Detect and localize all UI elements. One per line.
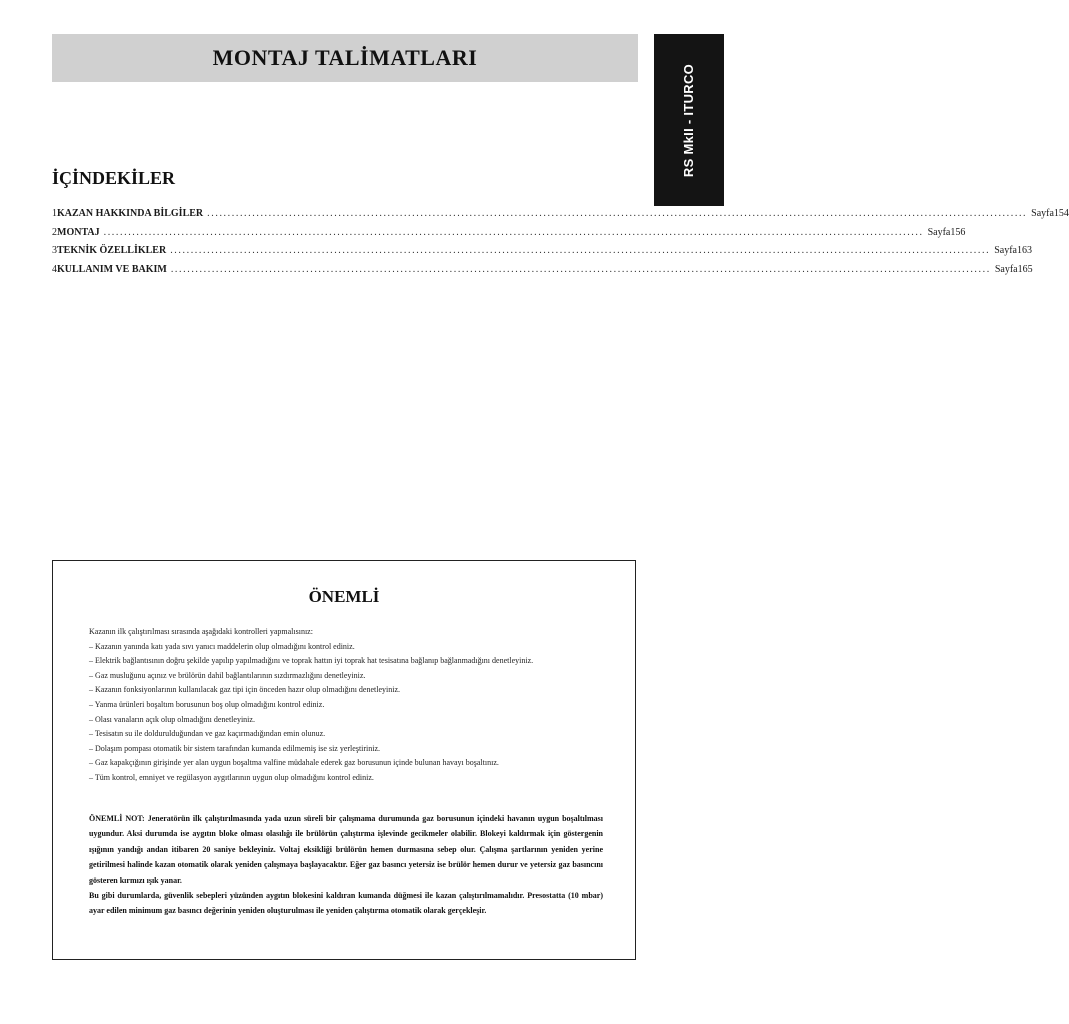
toc-item[interactable]	[52, 208, 1069, 227]
page-title: MONTAJ TALİMATLARI	[212, 45, 478, 70]
toc-page-word: Sayfa	[1031, 208, 1054, 219]
toc-item-title: MONTAJ	[57, 226, 100, 238]
toc-leader-dots: ........................................................................................................................................................................................................	[170, 245, 991, 256]
toc-item-number: 3	[52, 245, 57, 256]
toc-item[interactable]	[52, 245, 1032, 264]
toc-item-number: 1	[52, 208, 57, 219]
toc-page-word: Sayfa	[994, 263, 1018, 275]
toc-item-title: KULLANIM VE BAKIM	[57, 263, 167, 275]
notice-intro: Kazanın ilk çalıştırılması sırasında aşağıdaki kontrolleri yapmalısınız:	[89, 627, 313, 636]
side-tab-label: RS MkII - ITURCO	[681, 63, 697, 177]
list-item: – Dolaşım pompası otomatik bir sistem tarafından kumanda edilmemiş ise siz yerleştiriniz.	[89, 743, 381, 753]
list-item: – Gaz kapakçığının girişinde yer alan uygun boşaltma valfine müdahale ederek gaz borusunun içinde bulunan havayı boşaltınız.	[89, 758, 499, 768]
list-item: – Kazanın fonksiyonlarının kullanılacak gaz tipi için önceden hazır olup olmadığını denetleyiniz.	[89, 685, 401, 695]
toc-leader-dots: ........................................................................................................................................................................................................	[103, 226, 924, 238]
title-band	[52, 34, 638, 82]
notice-checklist	[89, 625, 603, 786]
toc-item-number: 4	[52, 263, 57, 275]
toc-page-word: Sayfa	[994, 245, 1017, 256]
list-item: – Olası vanaların açık olup olmadığını denetleyiniz.	[89, 714, 255, 724]
toc-leader-dots: ........................................................................................................................................................................................................	[207, 208, 1028, 219]
check-list	[89, 640, 603, 786]
list-item: – Tüm kontrol, emniyet ve regülasyon aygıtlarının uygun olup olmadığını kontrol ediniz.	[89, 772, 374, 782]
toc-item-number: 2	[52, 226, 57, 238]
list-item: – Elektrik bağlantısının doğru şekilde yapılıp yapılmadığını ve toprak hattın iyi toprak hat tesisatına bağlanıp bağlanmadığını denetleyiniz.	[89, 656, 534, 666]
table-of-contents	[52, 208, 1069, 282]
list-item: – Tesisatın su ile doldurulduğundan ve gaz kaçırmadığından emin olunuz.	[89, 729, 326, 739]
list-item: – Gaz musluğunu açınız ve brülörün dahil bağlantılarının sızdırmazlığını denetleyiniz.	[89, 670, 366, 680]
note-paragraph: ÖNEMLİ NOT: Jeneratörün ilk çalıştırılmasında yada uzun süreli bir çalışmama durumunda gaz borusunun içindeki havanın uygun boşaltılması uygundur. Aksi durumda ise aygıtın bloke olması olasılığı ile brülörün çalıştırma işlevinde gecikmeler olabilir. Blokeyi kaldırmak için göstergenin ışığının yandığı andan itibaren 20 saniye bekleyiniz. Voltaj eksikliği brülörün hemen durmasına sebep olur. Çalışma şartlarının yeniden yerine getirilmesi halinde kazan otomatik olarak yeniden çalışmaya başlayacaktır. Eğer gaz basıncı yetersiz ise brülör hemen durur ve yetersiz gaz basıncını gösteren kırmızı ışık yanar.	[89, 814, 603, 885]
toc-leader-dots: ........................................................................................................................................................................................................	[170, 263, 991, 275]
important-note	[89, 811, 603, 919]
toc-item[interactable]	[52, 263, 1033, 283]
toc-heading: İÇİNDEKİLER	[52, 168, 176, 188]
toc-item-title: KAZAN HAKKINDA BİLGİLER	[57, 208, 204, 219]
toc-page-word: Sayfa	[927, 226, 951, 238]
toc-item-title: TEKNİK ÖZELLİKLER	[57, 245, 167, 256]
toc-item[interactable]	[52, 226, 966, 246]
side-tab	[654, 34, 724, 206]
toc-item-page: 165	[1017, 263, 1033, 275]
toc-item-page: 163	[1016, 245, 1032, 256]
list-item: – Yanma ürünleri boşaltım borusunun boş olup olmadığını kontrol ediniz.	[89, 699, 325, 709]
notice-heading: ÖNEMLİ	[308, 587, 380, 606]
note-paragraph: Bu gibi durumlarda, güvenlik sebepleri yüzünden aygıtın blokesini kaldıran kumanda düğmesi ile kazan çalıştırılmamalıdır. Presostatta (10 mbar) ayar edilen minimum gaz basıncı değerinin yeniden oluşturulması ile yeniden çalıştırma otomatik olarak gerçekleşir.	[89, 891, 603, 916]
list-item: – Kazanın yanında katı yada sıvı yanıcı maddelerin olup olmadığını kontrol ediniz.	[89, 641, 355, 651]
important-notice-box	[52, 560, 636, 960]
toc-item-page: 156	[950, 226, 966, 238]
toc-item-page: 154	[1053, 208, 1069, 219]
